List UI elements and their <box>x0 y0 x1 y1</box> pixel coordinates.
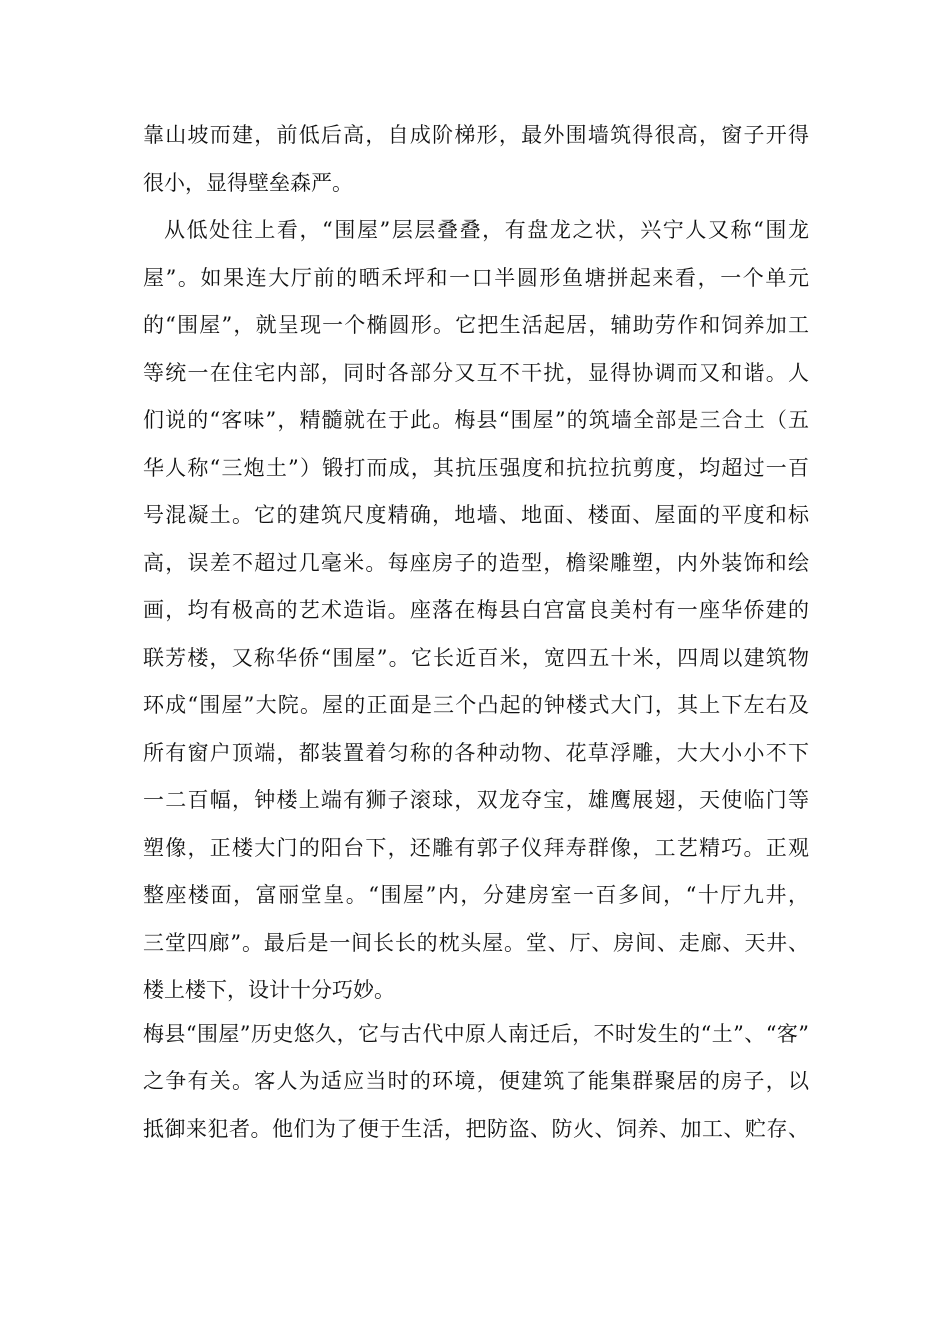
text-line: 联芳楼，又称华侨“围屋”。它长近百米，宽四五十米，四周以建筑物 <box>143 645 809 670</box>
text-line: 的“围屋”，就呈现一个椭圆形。它把生活起居，辅助劳作和饲养加工 <box>143 313 809 337</box>
text-line: 们说的“客味”，精髓就在于此。梅县“围屋”的筑墙全部是三合土（五 <box>143 408 809 432</box>
text-line: 楼上楼下，设计十分巧妙。 <box>143 978 395 1002</box>
text-line: 号混凝土。它的建筑尺度精确，地墙、地面、楼面、屋面的平度和标 <box>143 503 809 527</box>
text-line: 抵御来犯者。他们为了便于生活，把防盗、防火、饲养、加工、贮存、 <box>143 1116 809 1141</box>
text-line: 之争有关。客人为适应当时的环境，便建筑了能集群聚居的房子，以 <box>143 1069 809 1093</box>
text-line: 高，误差不超过几毫米。每座房子的造型，檐梁雕塑，内外装饰和绘 <box>143 550 809 575</box>
body-text <box>143 112 809 1153</box>
text-line: 一二百幅，钟楼上端有狮子滚球，双龙夺宝，雄鹰展翅，天使临门等 <box>143 788 809 812</box>
text-line: 华人称“三炮土”）锻打而成，其抗压强度和抗拉抗剪度，均超过一百 <box>143 455 809 480</box>
text-line: 画，均有极高的艺术造诣。座落在梅县白宫富良美村有一座华侨建的 <box>143 598 809 622</box>
text-line: 屋”。如果连大厅前的晒禾坪和一口半圆形鱼塘拼起来看，一个单元 <box>143 265 809 290</box>
text-line: 环成“围屋”大院。屋的正面是三个凸起的钟楼式大门，其上下左右及 <box>143 693 809 717</box>
text-line: 靠山坡而建，前低后高，自成阶梯形，最外围墙筑得很高，窗子开得 <box>143 123 809 147</box>
text-line: 所有窗户顶端，都装置着匀称的各种动物、花草浮雕，大大小小不下 <box>143 740 809 765</box>
text-line: 三堂四廊”。最后是一间长长的枕头屋。堂、厅、房间、走廊、天井、 <box>143 930 809 955</box>
text-line: 很小，显得壁垒森严。 <box>143 170 353 195</box>
text-line: 梅县“围屋”历史悠久，它与古代中原人南迁后，不时发生的“土”、“客” <box>143 1021 809 1046</box>
text-line: 整座楼面，富丽堂皇。“围屋”内，分建房室一百多间，“十厅九井， <box>143 883 809 907</box>
text-line: 塑像，正楼大门的阳台下，还雕有郭子仪拜寿群像，工艺精巧。正观 <box>143 835 809 860</box>
text-line: 从低处往上看，“围屋”层层叠叠，有盘龙之状，兴宁人又称“围龙 <box>164 218 809 242</box>
text-line: 等统一在住宅内部，同时各部分又互不干扰，显得协调而又和谐。人 <box>143 360 809 385</box>
